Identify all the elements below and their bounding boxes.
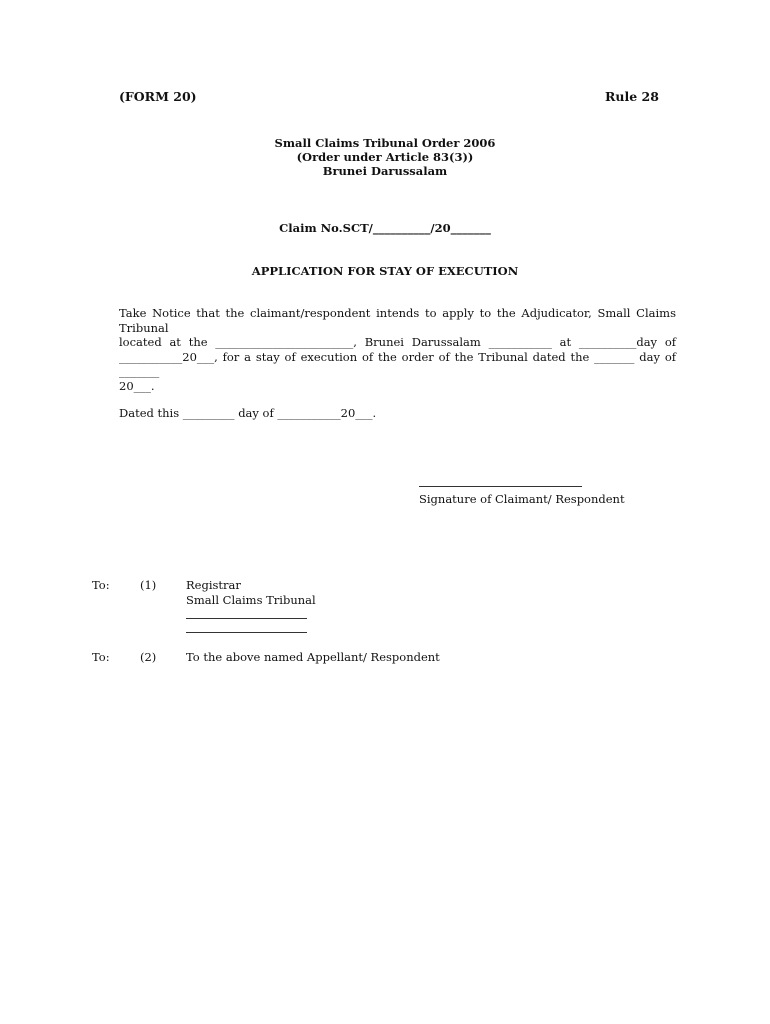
notice-line-4: 20___. <box>119 378 155 393</box>
title-article: (Order under Article 83(3)) <box>296 150 474 164</box>
address-blank-line-1 <box>186 618 307 619</box>
recipient-2-to: To: <box>92 650 110 664</box>
title-order: Small Claims Tribunal Order 2006 <box>274 136 496 150</box>
notice-paragraph <box>119 306 676 393</box>
recipient-2-number: (2) <box>140 650 157 664</box>
address-blank-line-2 <box>186 632 307 633</box>
rule-number: Rule 28 <box>605 89 659 104</box>
notice-line-3: ___________20___, for a stay of execution of the order of the Tribunal dated the _______ day of _______ <box>119 349 676 378</box>
recipient-1-number: (1) <box>140 578 157 592</box>
form-heading: APPLICATION FOR STAY OF EXECUTION <box>251 264 519 278</box>
form-number: (FORM 20) <box>119 89 197 104</box>
recipient-1-to: To: <box>92 578 110 592</box>
recipient-1-office: Small Claims Tribunal <box>186 593 316 607</box>
recipient-2-name: To the above named Appellant/ Respondent <box>186 650 440 664</box>
notice-line-1: Take Notice that the claimant/respondent intends to apply to the Adjudicator, Small Claims Tribunal <box>119 306 676 335</box>
signature-label: Signature of Claimant/ Respondent <box>419 492 625 506</box>
recipient-1-name: Registrar <box>186 578 241 592</box>
signature-line <box>419 486 582 487</box>
title-country: Brunei Darussalam <box>322 164 448 178</box>
notice-line-2: located at the ________________________, Brunei Darussalam ___________ at __________day of <box>119 335 676 349</box>
dated-line: Dated this _________ day of ___________20___. <box>119 406 377 420</box>
claim-number: Claim No.SCT/__________/20_______ <box>279 221 491 235</box>
